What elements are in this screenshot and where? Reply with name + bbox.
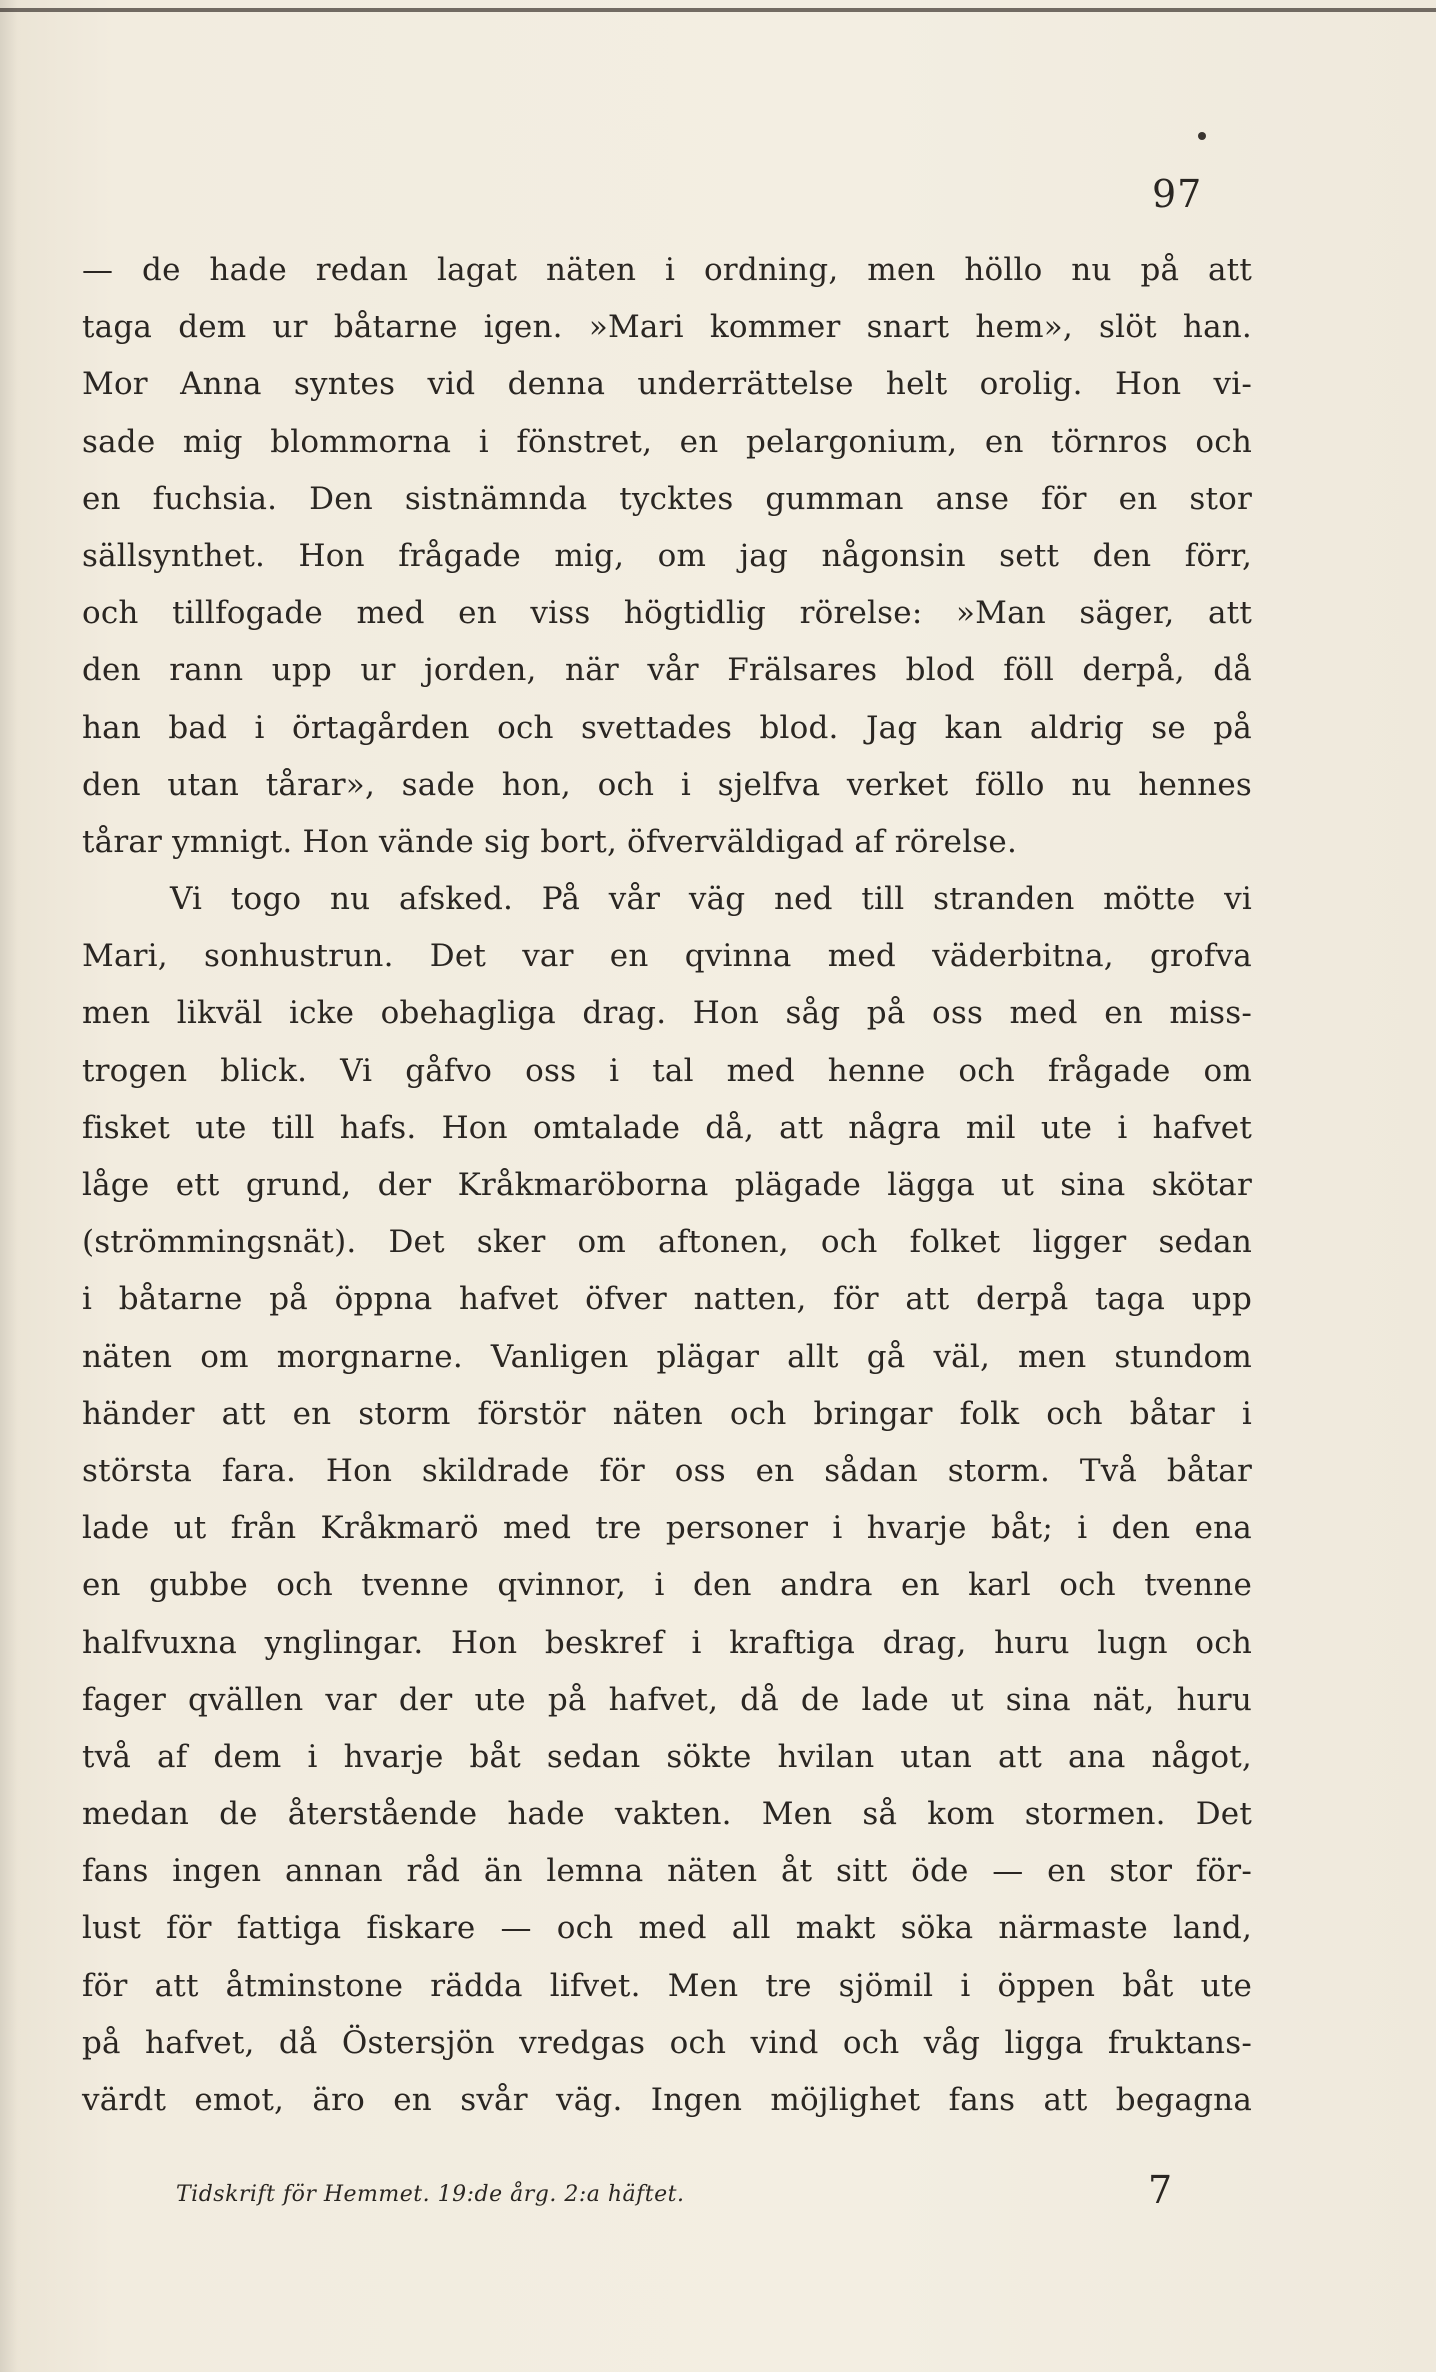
binding-shadow: [0, 0, 18, 2372]
text-line: Mari, sonhustrun. Det var en qvinna med väderbitna, grofva: [82, 938, 1252, 975]
text-line: tårar ymnigt. Hon vände sig bort, öfverväldigad af rörelse.: [82, 823, 1018, 860]
text-line: den utan tårar», sade hon, och i sjelfva verket föllo nu hennes: [82, 766, 1252, 803]
text-line: på hafvet, då Östersjön vredgas och vind och våg ligga fruktans-: [82, 2024, 1252, 2061]
text-line: halfvuxna ynglingar. Hon beskref i kraftiga drag, huru lugn och: [82, 1624, 1252, 1661]
text-line: medan de återstående hade vakten. Men så kom stormen. Det: [82, 1796, 1252, 1833]
text-line: fager qvällen var der ute på hafvet, då de lade ut sina nät, huru: [82, 1681, 1252, 1718]
text-line: låge ett grund, der Kråkmaröborna plägade lägga ut sina skötar: [82, 1167, 1252, 1203]
text-line: taga dem ur båtarne igen. »Mari kommer snart hem», slöt han.: [82, 309, 1252, 346]
text-line: fans ingen annan råd än lemna näten åt sitt öde — en stor för-: [82, 1853, 1252, 1890]
text-line: Mor Anna syntes vid denna underrättelse helt orolig. Hon vi-: [82, 366, 1252, 403]
text-line: han bad i örtagården och svettades blod. Jag kan aldrig se på: [82, 709, 1252, 746]
journal-footer: Tidskrift för Hemmet. 19:de årg. 2:a häftet.: [176, 2182, 685, 2207]
text-line: — de hade redan lagat näten i ordning, men höllo nu på att: [82, 252, 1252, 288]
text-line: (strömmingsnät). Det sker om aftonen, och folket ligger sedan: [82, 1224, 1252, 1261]
text-line: trogen blick. Vi gåfvo oss i tal med henne och frågade om: [82, 1052, 1252, 1089]
text-line: händer att en storm förstör näten och bringar folk och båtar i: [82, 1395, 1252, 1432]
ink-speck: [1198, 132, 1206, 140]
text-line: värdt emot, äro en svår väg. Ingen möjlighet fans att begagna: [82, 2082, 1252, 2118]
text-line: och tillfogade med en viss högtidlig rörelse: »Man säger, att: [82, 595, 1252, 632]
text-line: näten om morgnarne. Vanligen plägar allt gå väl, men stundom: [82, 1338, 1252, 1375]
page-number: 97: [1152, 172, 1203, 216]
text-line: två af dem i hvarje båt sedan sökte hvilan utan att ana något,: [82, 1738, 1252, 1775]
signature-mark: 7: [1148, 2168, 1173, 2212]
body-text: [82, 242, 1252, 2129]
text-line: fisket ute till hafs. Hon omtalade då, att några mil ute i hafvet: [82, 1109, 1252, 1146]
text-line: en fuchsia. Den sistnämnda tycktes gumman anse för en stor: [82, 480, 1252, 517]
text-line: Vi togo nu afsked. På vår väg ned till stranden mötte vi: [170, 881, 1252, 918]
top-edge-rule: [0, 8, 1436, 12]
text-line: den rann upp ur jorden, när vår Frälsares blod föll derpå, då: [82, 652, 1252, 689]
text-line: största fara. Hon skildrade för oss en sådan storm. Två båtar: [82, 1452, 1252, 1489]
text-line: sade mig blommorna i fönstret, en pelargonium, en törnros och: [82, 423, 1252, 460]
text-line: en gubbe och tvenne qvinnor, i den andra en karl och tvenne: [82, 1567, 1252, 1604]
text-line: lade ut från Kråkmarö med tre personer i hvarje båt; i den ena: [82, 1510, 1252, 1547]
text-line: lust för fattiga fiskare — och med all makt söka närmaste land,: [82, 1910, 1252, 1947]
text-line: sällsynthet. Hon frågade mig, om jag någonsin sett den förr,: [82, 537, 1252, 574]
text-line: men likväl icke obehagliga drag. Hon såg på oss med en miss-: [82, 995, 1252, 1032]
text-line: i båtarne på öppna hafvet öfver natten, för att derpå taga upp: [82, 1281, 1252, 1318]
text-line: för att åtminstone rädda lifvet. Men tre sjömil i öppen båt ute: [82, 1967, 1252, 2004]
